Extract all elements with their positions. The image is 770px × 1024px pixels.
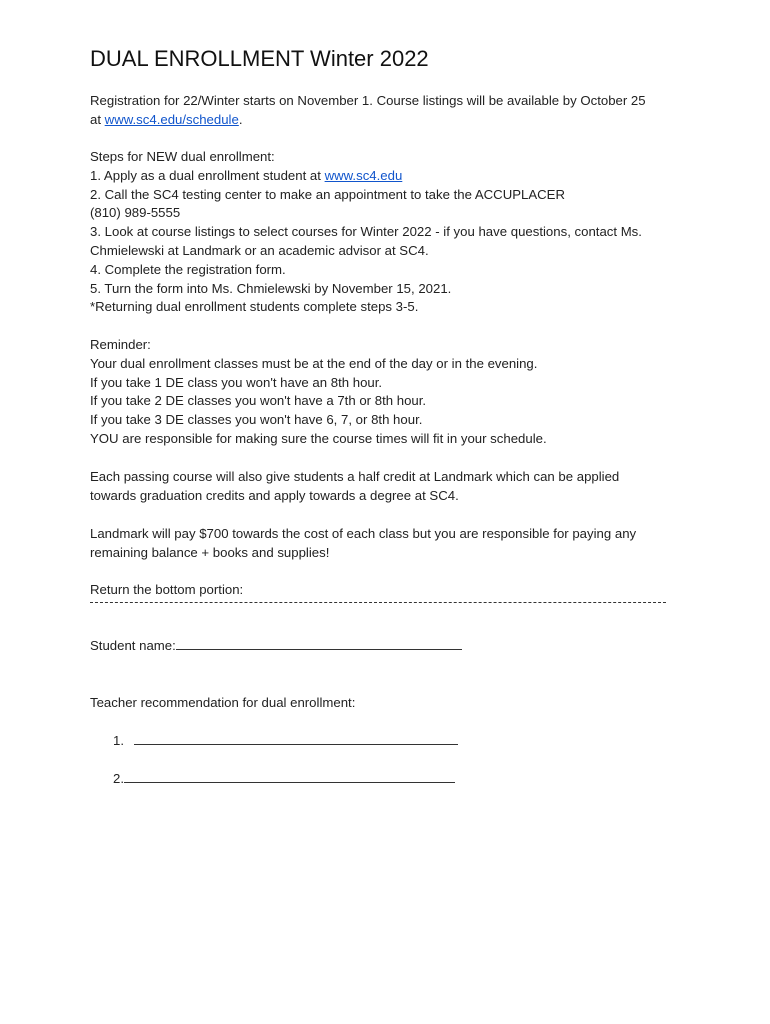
step-3-line-2: Chmielewski at Landmark or an academic advisor at SC4. (90, 242, 429, 258)
reminder-line: Your dual enrollment classes must be at the end of the day or in the evening. (90, 355, 538, 371)
reminder-line: If you take 1 DE class you won't have an 8th hour. (90, 374, 383, 390)
registration-prefix: at (90, 111, 105, 127)
step-1-text: 1. Apply as a dual enrollment student at (90, 167, 325, 183)
steps-section (90, 148, 690, 317)
payment-line-2: remaining balance + books and supplies! (90, 544, 330, 560)
page-title: DUAL ENROLLMENT Winter 2022 (90, 46, 429, 71)
reminder-section (90, 336, 690, 449)
reminder-line: YOU are responsible for making sure the course times will fit in your schedule. (90, 430, 547, 446)
step-5: 5. Turn the form into Ms. Chmielewski by November 15, 2021. (90, 280, 452, 296)
schedule-link[interactable]: www.sc4.edu/schedule (104, 111, 239, 127)
step-1 (90, 167, 690, 186)
payment-paragraph (90, 525, 690, 563)
teacher-recommendation-heading (90, 694, 690, 713)
recommendation-field-1[interactable] (134, 732, 458, 745)
step-2: 2. Call the SC4 testing center to make an appointment to take the ACCUPLACER (90, 186, 566, 202)
cut-line-divider (90, 602, 666, 603)
reminder-heading: Reminder: (90, 337, 151, 352)
return-label-text: Return the bottom portion: (90, 582, 244, 597)
student-name-row (90, 637, 690, 656)
registration-line-2 (90, 111, 690, 130)
registration-suffix: . (238, 111, 243, 127)
reminder-line: If you take 2 DE classes you won't have a 7th or 8th hour. (90, 393, 427, 409)
item-1-number: 1. (113, 733, 124, 748)
returning-note: *Returning dual enrollment students complete steps 3-5. (90, 299, 419, 315)
step-2-phone: (810) 989-5555 (90, 205, 181, 221)
sc4-link[interactable]: www.sc4.edu (324, 167, 403, 183)
step-4: 4. Complete the registration form. (90, 261, 286, 277)
reminder-line: If you take 3 DE classes you won't have 6, 7, or 8th hour. (90, 412, 423, 428)
student-name-field[interactable] (176, 637, 462, 650)
student-name-label: Student name: (90, 638, 176, 653)
teacher-recommendation-label: Teacher recommendation for dual enrollment: (90, 695, 356, 710)
recommendation-field-2[interactable] (124, 770, 455, 783)
return-label (90, 581, 690, 600)
registration-paragraph (90, 92, 690, 130)
recommendation-item-1 (113, 732, 713, 751)
payment-line-1: Landmark will pay $700 towards the cost of each class but you are responsible for paying any (90, 526, 637, 541)
credit-line-2: towards graduation credits and apply towards a degree at SC4. (90, 487, 459, 503)
item-2-number: 2. (113, 771, 124, 786)
credit-line-1: Each passing course will also give students a half credit at Landmark which can be applied (90, 469, 620, 484)
credit-paragraph (90, 468, 690, 506)
step-3-line-1: 3. Look at course listings to select courses for Winter 2022 - if you have questions, contact Ms. (90, 224, 642, 240)
registration-line-1: Registration for 22/Winter starts on November 1. Course listings will be available by October 25 (90, 93, 646, 108)
steps-heading: Steps for NEW dual enrollment: (90, 149, 275, 164)
recommendation-item-2 (113, 770, 713, 789)
